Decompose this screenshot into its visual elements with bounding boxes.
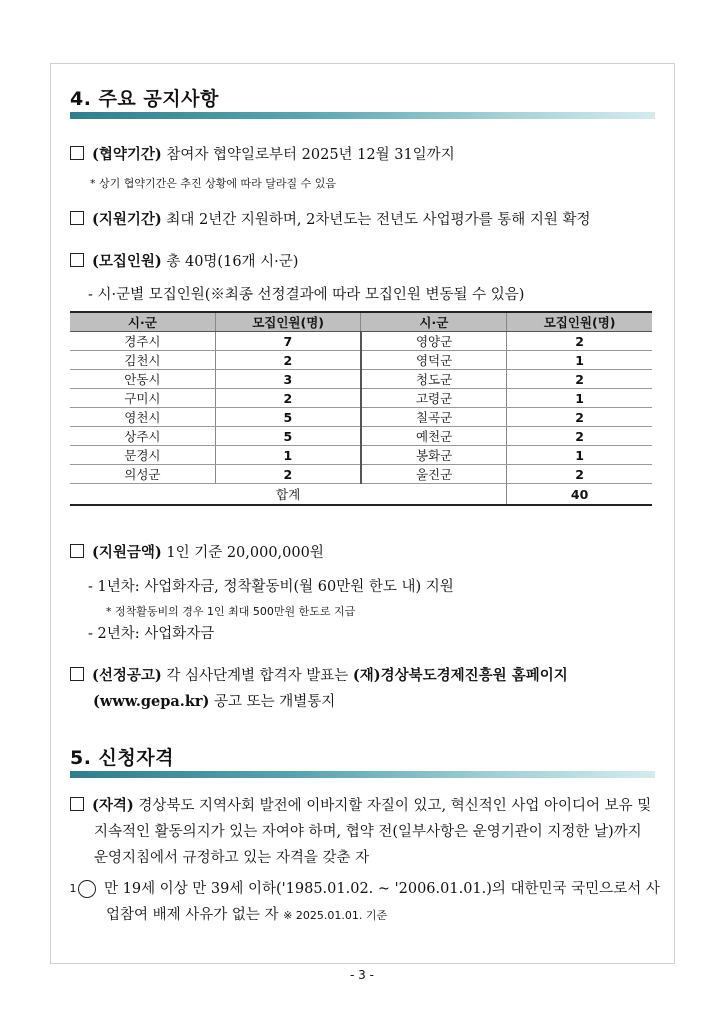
recruit-text: 총 40명(16개 시·군) — [166, 254, 299, 270]
count-cell: 1 — [215, 446, 361, 465]
section-5-title: 5. 신청자격 — [70, 747, 174, 769]
checkbox-icon — [70, 211, 84, 225]
count-cell: 2 — [215, 465, 361, 484]
region-cell: 의성군 — [70, 465, 215, 484]
region-cell: 문경시 — [70, 446, 215, 465]
qualification-text: 경상북도 지역사회 발전에 이바지할 자질이 있고, 혁신적인 사업 아이디어 보유 및 지속적인 활동의지가 있는 자여야 하며, 협약 전(일부사항은 운영기관이 지정한 날)까지 운영지침에서 규정하고 있는 자격을 갖춘 자 — [94, 798, 652, 866]
region-cell: 영덕군 — [361, 351, 507, 370]
support-amount — [70, 541, 324, 562]
region-cell: 고령군 — [361, 389, 507, 408]
selection-line2 — [93, 690, 335, 711]
qualification — [70, 793, 660, 871]
selection-url: (www.gepa.kr) — [93, 693, 210, 710]
region-cell: 봉화군 — [361, 446, 507, 465]
count-cell: 2 — [507, 370, 652, 389]
checkbox-icon — [70, 667, 84, 681]
agreement-label: (협약기간) — [92, 146, 162, 163]
header-count-right: 모집인원(명) — [507, 312, 652, 332]
page-number: - 3 - — [350, 968, 374, 982]
region-cell: 영양군 — [361, 332, 507, 351]
agreement-period — [70, 143, 455, 164]
amount-label: (지원금액) — [92, 544, 162, 561]
selection-notice — [70, 664, 568, 685]
count-cell: 2 — [507, 465, 652, 484]
header-region-right: 시·군 — [361, 312, 507, 332]
support-period — [70, 208, 590, 229]
recruit-count — [70, 250, 298, 271]
header-count-left: 모집인원(명) — [215, 312, 361, 332]
recruit-table — [70, 311, 652, 506]
region-cell: 상주시 — [70, 427, 215, 446]
table-row — [70, 465, 652, 484]
selection-label: (선정공고) — [92, 667, 162, 684]
count-cell: 1 — [507, 351, 652, 370]
agreement-note: * 상기 협약기간은 추진 상황에 따라 달라질 수 있음 — [90, 177, 336, 190]
selection-org: (재)경상북도경제진흥원 홈페이지 — [352, 667, 568, 684]
region-cell: 구미시 — [70, 389, 215, 408]
agreement-text: 참여자 협약일로부터 2025년 12월 31일까지 — [166, 147, 455, 163]
count-cell: 5 — [215, 427, 361, 446]
region-cell: 김천시 — [70, 351, 215, 370]
qualification-label: (자격) — [92, 797, 134, 814]
table-row — [70, 332, 652, 351]
region-cell: 예천군 — [361, 427, 507, 446]
amount-text: 1인 기준 20,000,000원 — [166, 545, 324, 561]
support-period-text: 최대 2년간 지원하며, 2차년도는 전년도 사업평가를 통해 지원 확정 — [166, 212, 591, 228]
region-cell: 울진군 — [361, 465, 507, 484]
count-cell: 1 — [507, 446, 652, 465]
checkbox-icon — [70, 544, 84, 558]
item1-note: ※ 2025.01.01. 기준 — [283, 909, 388, 922]
region-cell: 칠곡군 — [361, 408, 507, 427]
table-row — [70, 389, 652, 408]
count-cell: 2 — [507, 427, 652, 446]
table-header-row — [70, 312, 652, 332]
count-cell: 3 — [215, 370, 361, 389]
recruit-sub: - 시·군별 모집인원(※최종 선정결과에 따라 모집인원 변동될 수 있음) — [88, 287, 525, 303]
table-row — [70, 370, 652, 389]
amount-year2: - 2년차: 사업화자금 — [88, 626, 215, 642]
checkbox-icon — [70, 797, 84, 811]
table-row — [70, 408, 652, 427]
section-5-bar — [70, 771, 655, 778]
checkbox-icon — [70, 146, 84, 160]
selection-text2: 공고 또는 개별통지 — [214, 694, 336, 710]
circled-number-icon: 1 — [78, 880, 96, 898]
table-row — [70, 351, 652, 370]
count-cell: 1 — [507, 389, 652, 408]
region-cell: 경주시 — [70, 332, 215, 351]
region-cell: 청도군 — [361, 370, 507, 389]
section-4-bar — [70, 112, 655, 119]
section-4-title: 4. 주요 공지사항 — [70, 88, 219, 110]
region-cell: 안동시 — [70, 370, 215, 389]
count-cell: 7 — [215, 332, 361, 351]
table-row — [70, 427, 652, 446]
qualification-item-1 — [70, 876, 660, 929]
count-cell: 2 — [215, 389, 361, 408]
checkbox-icon — [70, 253, 84, 267]
count-cell: 5 — [215, 408, 361, 427]
count-cell: 2 — [215, 351, 361, 370]
total-label: 합계 — [70, 484, 507, 506]
total-value: 40 — [507, 484, 652, 506]
count-cell: 2 — [507, 332, 652, 351]
table-total-row — [70, 484, 652, 506]
header-region-left: 시·군 — [70, 312, 215, 332]
selection-text1: 각 심사단계별 합격자 발표는 — [166, 668, 349, 684]
recruit-label: (모집인원) — [92, 253, 162, 270]
amount-year1: - 1년차: 사업화자금, 정착활동비(월 60만원 한도 내) 지원 — [88, 579, 454, 595]
region-cell: 영천시 — [70, 408, 215, 427]
table-row — [70, 446, 652, 465]
support-period-label: (지원기간) — [92, 211, 162, 228]
item1-text: 만 19세 이상 만 39세 이하('1985.01.02. ~ '2006.01.01.)의 대한민국 국민으로서 사업참여 배제 사유가 없는 자 — [104, 881, 660, 923]
count-cell: 2 — [507, 408, 652, 427]
amount-note: * 정착활동비의 경우 1인 최대 500만원 한도로 지급 — [106, 605, 356, 618]
